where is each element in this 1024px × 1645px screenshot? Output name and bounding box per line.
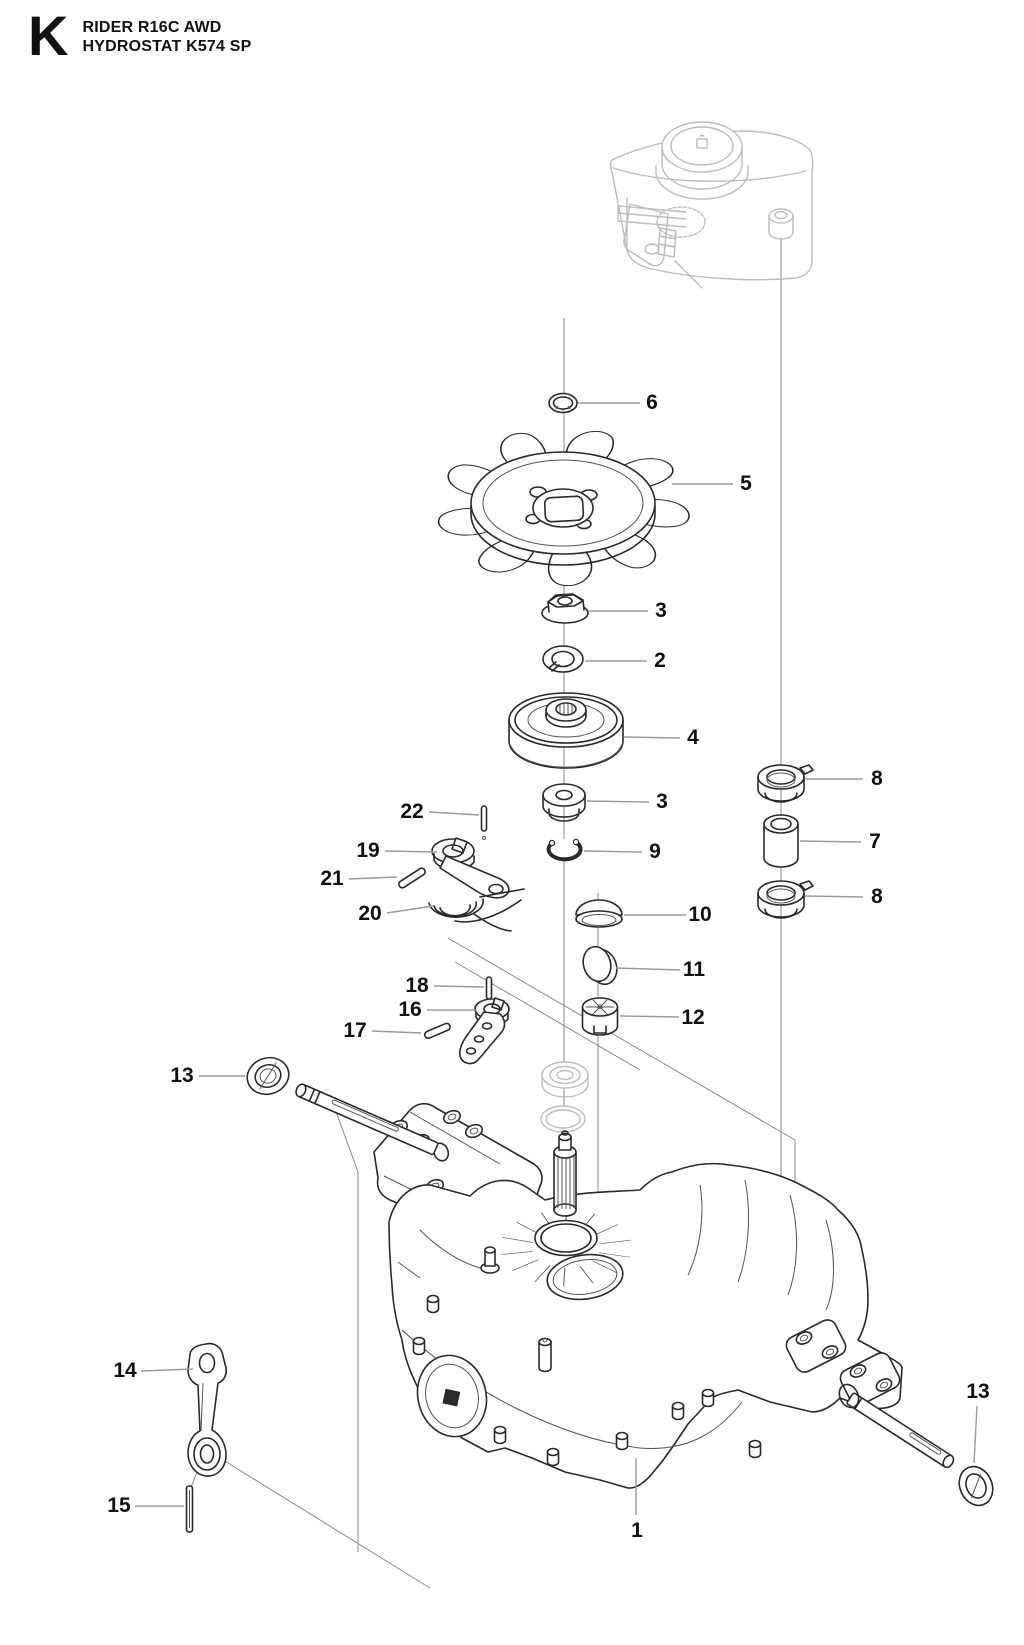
bushing-part8-upper [758, 765, 813, 802]
pin-part17 [424, 1022, 452, 1039]
callout-part-8-upper: 8 [871, 767, 883, 790]
callout-part-3-spacer: 3 [656, 790, 668, 813]
bushing-part8-lower [758, 881, 813, 918]
pin-part15 [187, 1486, 193, 1532]
flange-nut-part3 [542, 594, 588, 623]
callout-part-12: 12 [681, 1006, 705, 1029]
callout-part-16: 16 [398, 998, 422, 1021]
seal-part13-right [953, 1461, 999, 1511]
cap-part10 [576, 900, 622, 927]
callout-part-13-right: 13 [966, 1380, 990, 1403]
callout-part-14: 14 [113, 1359, 137, 1382]
spring-part20 [429, 889, 524, 931]
callout-part-4: 4 [687, 726, 699, 749]
callout-part-1: 1 [631, 1519, 643, 1542]
clamp-part19 [432, 838, 509, 898]
callout-part-10: 10 [688, 903, 712, 926]
transaxle-housing-part1 [389, 1164, 903, 1488]
retaining-ring-part6 [549, 394, 577, 413]
control-lever-part14 [188, 1344, 226, 1476]
callout-part-5: 5 [740, 472, 752, 495]
callout-part-18: 18 [405, 974, 429, 997]
callout-part-13-left: 13 [170, 1064, 194, 1087]
page-subtitle: HYDROSTAT K574 SP [82, 38, 252, 55]
bearing-ghost [542, 1062, 588, 1097]
plug-part11 [579, 944, 620, 988]
callout-part-8-lower: 8 [871, 885, 883, 908]
cooling-fan-part5 [434, 428, 691, 587]
callout-part-6: 6 [646, 391, 658, 414]
callout-part-2: 2 [654, 649, 666, 672]
pulley-part4 [509, 693, 623, 768]
title-block [28, 4, 252, 67]
callout-part-11: 11 [682, 958, 706, 981]
lever-part16 [460, 998, 509, 1063]
insert-part12 [583, 998, 618, 1035]
pin-part22 [482, 806, 487, 840]
callout-part-15: 15 [107, 1494, 131, 1517]
callout-part-22: 22 [400, 800, 424, 823]
callout-part-21: 21 [320, 867, 344, 890]
pin-part21 [398, 867, 427, 889]
pin-part18 [487, 977, 492, 999]
fuel-tank-ghost [611, 122, 813, 288]
callout-part-9: 9 [649, 840, 661, 863]
callout-part-19: 19 [356, 839, 380, 862]
right-axle-shaft [846, 1393, 955, 1470]
callout-part-20: 20 [358, 902, 382, 925]
callout-part-7: 7 [869, 830, 881, 853]
lock-washer-part2 [543, 646, 583, 672]
page-title: RIDER R16C AWD [82, 19, 222, 36]
seal-part13-left [242, 1052, 293, 1099]
o-ring-ghost [541, 1106, 585, 1132]
callout-part-17: 17 [343, 1019, 367, 1042]
input-shaft [554, 1131, 576, 1216]
figure-letter: K [28, 4, 69, 67]
spacer-part7 [764, 815, 798, 867]
callout-part-3-nut: 3 [655, 599, 667, 622]
e-clip-part9 [547, 839, 581, 861]
